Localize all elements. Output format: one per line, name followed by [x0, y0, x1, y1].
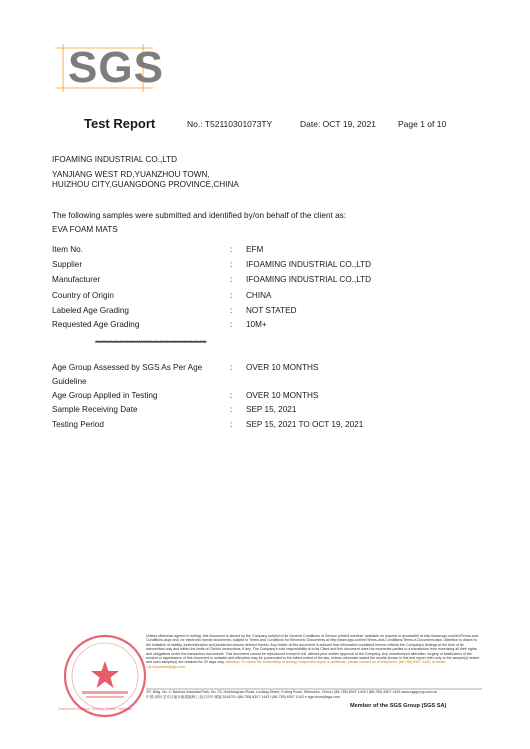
report-title: Test Report	[84, 116, 156, 131]
detail-colon: :	[230, 260, 233, 269]
detail-colon: :	[230, 275, 233, 284]
report-number: No.: T52110301073TY	[187, 119, 273, 129]
testing-label: Age Group Applied in Testing	[52, 391, 158, 400]
testing-label: Sample Receiving Date	[52, 405, 138, 414]
page-number: Page 1 of 10	[398, 119, 447, 129]
detail-label: Manufacturer	[52, 275, 101, 284]
intro-text: The following samples were submitted and identified by/on behalf of the client as:	[52, 211, 347, 220]
detail-label: Country of Origin	[52, 291, 114, 300]
report-date: Date: OCT 19, 2021	[300, 119, 376, 129]
testing-colon: :	[230, 391, 233, 400]
detail-value: CHINA	[246, 291, 272, 300]
detail-colon: :	[230, 306, 233, 315]
testing-value: OVER 10 MONTHS	[246, 391, 319, 400]
client-name: IFOAMING INDUSTRIAL CO.,LTD	[52, 155, 178, 164]
testing-label: Testing Period	[52, 420, 104, 429]
stamp-caption: Shenzhen Branch Testing Center Huizhou	[58, 706, 133, 711]
client-address-line2: HUIZHOU CITY,GUANGDONG PROVINCE,CHINA	[52, 180, 239, 189]
detail-value: EFM	[246, 245, 264, 254]
terms-text: Unless otherwise agreed in writing, this document is issued by the Company subject to its General Conditions of Service printed overleaf, available on request or accessible at http://www.sgs.com/en/Terms-and-Conditions.aspx and, for electronic format documents, subject to Terms and Conditions for Electronic Documents at http://www.sgs.com/en/Terms-and-Conditions/Terms-e-Document.aspx. Attention is drawn to the limitation of liability, indemnification and jurisdiction issues defined therein. Any holder of this document is advised that information contained hereon reflects the Company's findings at the time of its intervention only and within the limits of Client's instructions, if any. The Company's sole responsibility is to its Client and this document does not exonerate parties to a transaction from exercising all their rights and obligations under the transaction documents. This document cannot be reproduced except in full, without prior written approval of the Company. Any unauthorized alteration, forgery or falsification of the content or appearance of this document is unlawful and offenders may be prosecuted to the fullest extent of the law. Unless otherwise stated the results shown in this test report refer only to the sample(s) tested and such sample(s) are retained for 30 days only.	[146, 634, 480, 665]
testing-value: OVER 10 MONTHS	[246, 363, 319, 372]
authenticity-note: Attention: To check the authenticity of testing / inspection report & certificate, please contact us at telephone: (86-755) 8307 1443, or email: CN.Doccheck@sgs.com	[146, 660, 446, 669]
testing-value: SEP 15, 2021 TO OCT 19, 2021	[246, 420, 364, 429]
detail-colon: :	[230, 245, 233, 254]
client-address-line1: YANJIANG WEST RD,YUANZHOU TOWN,	[52, 170, 210, 179]
testing-colon: :	[230, 363, 233, 372]
detail-value: 10M+	[246, 320, 267, 329]
footer-address-cn: 中国·深圳·宝安区福永街道福海工业区23号 邮编 518103 t (86-755) 8307 1443 f (86-755) 8307 1443 e sgs.china@sgs.com	[146, 695, 340, 699]
detail-value: IFOAMING INDUSTRIAL CO.,LTD	[246, 275, 372, 284]
testing-label: Age Group Assessed by SGS As Per Age	[52, 363, 203, 372]
sgs-group-member: Member of the SGS Group (SGS SA)	[350, 703, 447, 709]
testing-value: SEP 15, 2021	[246, 405, 297, 414]
testing-colon: :	[230, 420, 233, 429]
testing-label-cont: Guideline	[52, 377, 87, 386]
detail-label: Supplier	[52, 260, 83, 269]
sgs-logo: SGS	[68, 43, 164, 92]
detail-value: NOT STATED	[246, 306, 297, 315]
detail-colon: :	[230, 320, 233, 329]
detail-label: Labeled Age Grading	[52, 306, 129, 315]
detail-colon: :	[230, 291, 233, 300]
testing-colon: :	[230, 405, 233, 414]
sample-name: EVA FOAM MATS	[52, 225, 118, 234]
terms-fine-print	[146, 634, 481, 669]
detail-label: Item No.	[52, 245, 83, 254]
footer-address-en: 2/F, Bldg. No. 4, Baohua Industrial Park, No. 23, Huishanyuan Road, Luxiang Street, Fuxing Road, Shenzhen, China t (86-755) 8307 1443 f (86-755) 8307 1443 www.sgsgroup.com.cn	[146, 690, 438, 694]
detail-label: Requested Age Grading	[52, 320, 140, 329]
detail-value: IFOAMING INDUSTRIAL CO.,LTD	[246, 260, 372, 269]
separator-stars: ****************************************************************	[95, 341, 207, 347]
